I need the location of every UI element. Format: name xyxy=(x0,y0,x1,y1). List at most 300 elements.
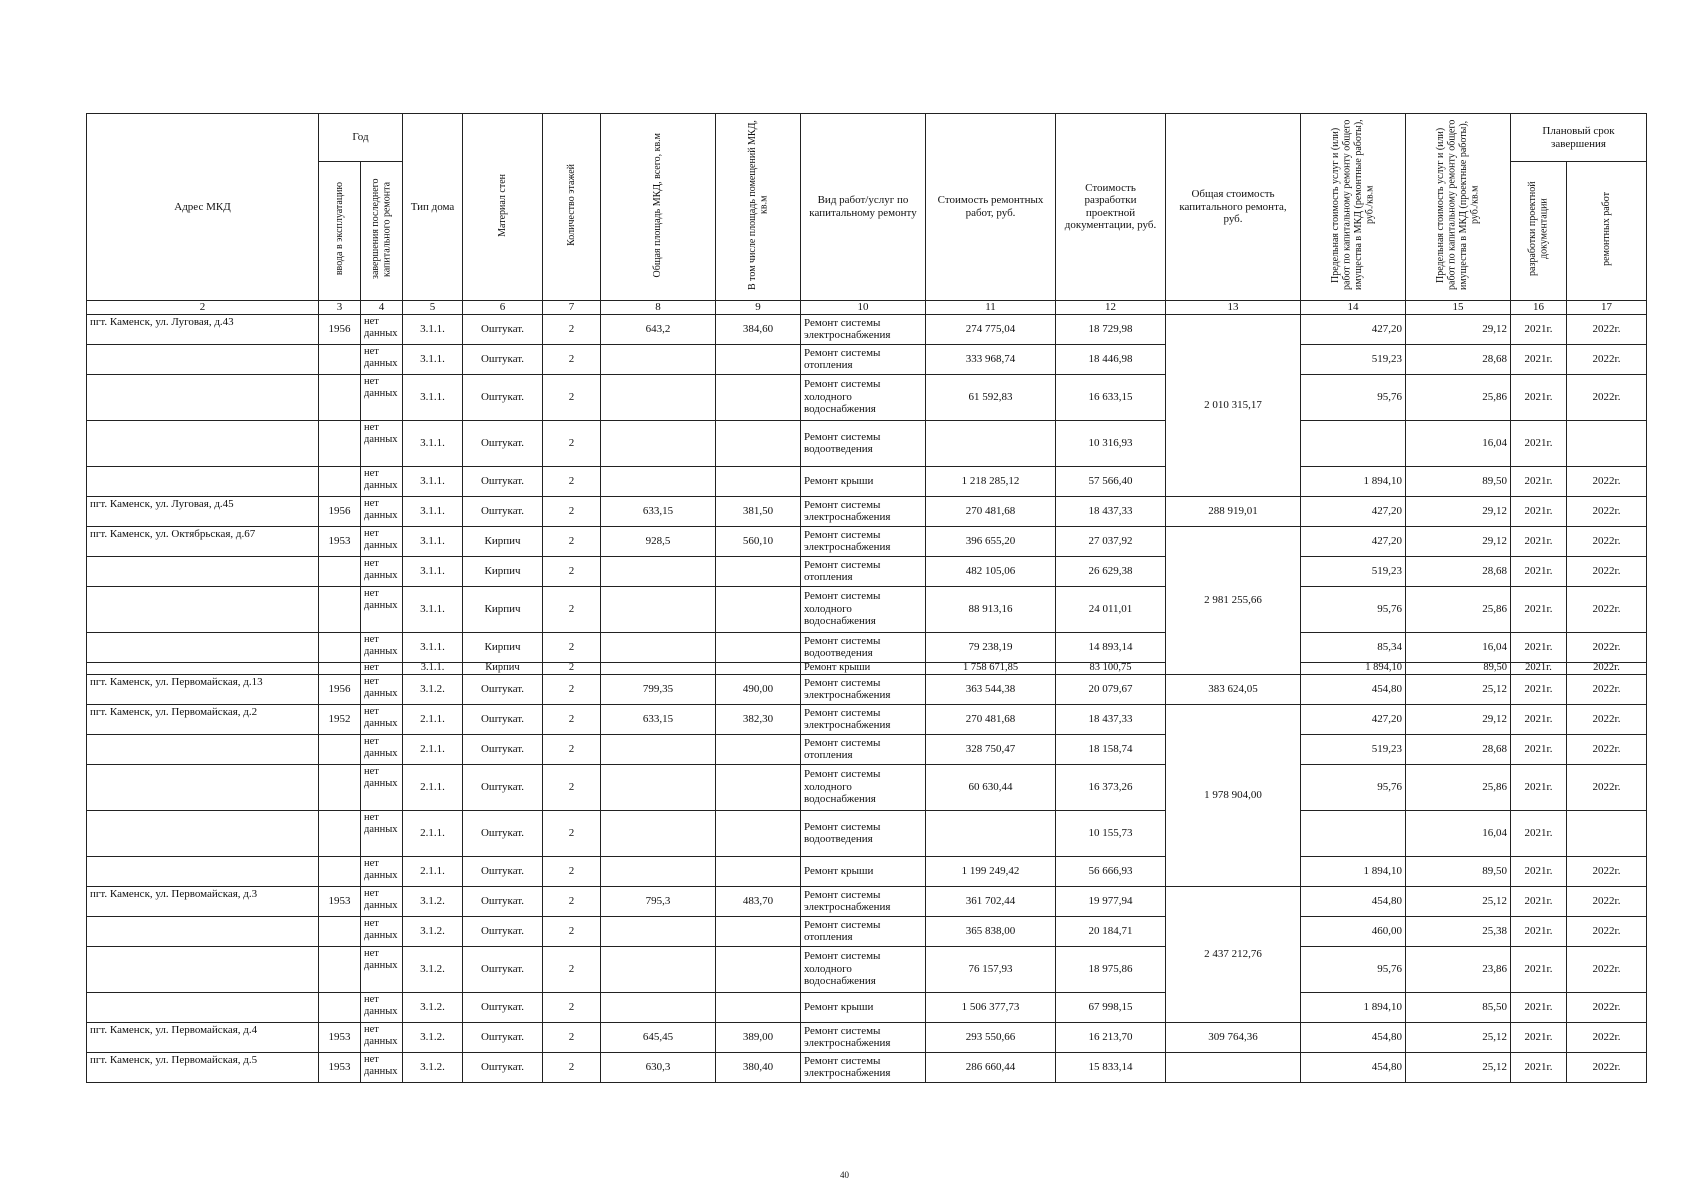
year-commission-cell xyxy=(319,466,361,496)
deadline-repair-cell: 2022г. xyxy=(1567,764,1647,810)
address-cell xyxy=(87,466,319,496)
wall-material-cell: Оштукат. xyxy=(463,992,543,1022)
limit-repair-cell: 427,20 xyxy=(1301,526,1406,556)
deadline-repair-cell: 2022г. xyxy=(1567,466,1647,496)
deadline-repair-cell: 2022г. xyxy=(1567,344,1647,374)
work-type-cell: Ремонт системы электроснабжения xyxy=(801,526,926,556)
deadline-repair-cell xyxy=(1567,420,1647,466)
repair-cost-cell: 1 199 249,42 xyxy=(926,856,1056,886)
address-cell xyxy=(87,586,319,632)
design-cost-cell: 27 037,92 xyxy=(1056,526,1166,556)
premises-area-cell xyxy=(716,586,801,632)
total-area-cell xyxy=(601,586,716,632)
house-type-cell: 3.1.2. xyxy=(403,1052,463,1082)
repair-cost-cell: 270 481,68 xyxy=(926,704,1056,734)
work-type-cell: Ремонт системы водоотведения xyxy=(801,632,926,662)
table-row xyxy=(87,674,1647,704)
limit-design-cell: 28,68 xyxy=(1406,734,1511,764)
design-cost-cell: 19 977,94 xyxy=(1056,886,1166,916)
total-area-cell: 795,3 xyxy=(601,886,716,916)
limit-design-cell: 16,04 xyxy=(1406,810,1511,856)
year-last-repair-cell: нет данных xyxy=(361,586,403,632)
total-area-cell xyxy=(601,992,716,1022)
header-work-type: Вид работ/услуг по капитальному ремонту xyxy=(801,114,926,301)
deadline-design-cell: 2021г. xyxy=(1511,674,1567,704)
column-number: 10 xyxy=(801,300,926,314)
work-type-cell: Ремонт системы электроснабжения xyxy=(801,1022,926,1052)
table-row xyxy=(87,314,1647,344)
total-area-cell xyxy=(601,420,716,466)
house-type-cell: 2.1.1. xyxy=(403,734,463,764)
premises-area-cell xyxy=(716,662,801,674)
header-year-group: Год xyxy=(319,114,403,162)
total-area-cell xyxy=(601,946,716,992)
work-type-cell: Ремонт системы отопления xyxy=(801,344,926,374)
deadline-design-cell: 2021г. xyxy=(1511,946,1567,992)
deadline-repair-cell: 2022г. xyxy=(1567,586,1647,632)
total-area-cell: 799,35 xyxy=(601,674,716,704)
design-cost-cell: 16 633,15 xyxy=(1056,374,1166,420)
year-last-repair-cell: нет данных xyxy=(361,496,403,526)
column-number: 2 xyxy=(87,300,319,314)
address-cell: пгт. Каменск, ул. Луговая, д.43 xyxy=(87,314,319,344)
header-design-cost: Стоимость разработки проектной документации, руб. xyxy=(1056,114,1166,301)
table-row xyxy=(87,526,1647,556)
design-cost-cell: 14 893,14 xyxy=(1056,632,1166,662)
house-type-cell: 2.1.1. xyxy=(403,856,463,886)
limit-repair-cell: 454,80 xyxy=(1301,1022,1406,1052)
work-type-cell: Ремонт системы электроснабжения xyxy=(801,704,926,734)
design-cost-cell: 26 629,38 xyxy=(1056,556,1166,586)
wall-material-cell: Оштукат. xyxy=(463,314,543,344)
total-cost-cell: 309 764,36 xyxy=(1166,1022,1301,1052)
repair-cost-cell: 88 913,16 xyxy=(926,586,1056,632)
header-house-type: Тип дома xyxy=(403,114,463,301)
address-cell: пгт. Каменск, ул. Первомайская, д.2 xyxy=(87,704,319,734)
premises-area-cell xyxy=(716,856,801,886)
floors-cell: 2 xyxy=(543,466,601,496)
house-type-cell: 3.1.1. xyxy=(403,586,463,632)
design-cost-cell: 18 437,33 xyxy=(1056,704,1166,734)
house-type-cell: 2.1.1. xyxy=(403,704,463,734)
column-number: 7 xyxy=(543,300,601,314)
deadline-design-cell: 2021г. xyxy=(1511,586,1567,632)
premises-area-cell xyxy=(716,556,801,586)
year-commission-cell xyxy=(319,662,361,674)
deadline-design-cell: 2021г. xyxy=(1511,992,1567,1022)
deadline-design-cell: 2021г. xyxy=(1511,466,1567,496)
repair-cost-cell: 365 838,00 xyxy=(926,916,1056,946)
address-cell xyxy=(87,662,319,674)
deadline-repair-cell: 2022г. xyxy=(1567,946,1647,992)
design-cost-cell: 16 213,70 xyxy=(1056,1022,1166,1052)
table-row xyxy=(87,662,1647,674)
table-row xyxy=(87,420,1647,466)
deadline-design-cell: 2021г. xyxy=(1511,1022,1567,1052)
wall-material-cell: Оштукат. xyxy=(463,1022,543,1052)
deadline-repair-cell xyxy=(1567,810,1647,856)
floors-cell: 2 xyxy=(543,1022,601,1052)
table-row xyxy=(87,946,1647,992)
deadline-repair-cell: 2022г. xyxy=(1567,632,1647,662)
total-area-cell: 928,5 xyxy=(601,526,716,556)
year-commission-cell xyxy=(319,856,361,886)
floors-cell: 2 xyxy=(543,734,601,764)
design-cost-cell: 18 729,98 xyxy=(1056,314,1166,344)
year-commission-cell xyxy=(319,374,361,420)
table-row xyxy=(87,632,1647,662)
limit-design-cell: 28,68 xyxy=(1406,556,1511,586)
premises-area-cell xyxy=(716,344,801,374)
house-type-cell: 3.1.2. xyxy=(403,1022,463,1052)
deadline-design-cell: 2021г. xyxy=(1511,314,1567,344)
house-type-cell: 3.1.2. xyxy=(403,946,463,992)
table-row xyxy=(87,466,1647,496)
header-deadline-design: разработки проектной документации xyxy=(1511,162,1567,301)
premises-area-cell: 380,40 xyxy=(716,1052,801,1082)
header-address: Адрес МКД xyxy=(87,114,319,301)
address-cell xyxy=(87,946,319,992)
year-commission-cell xyxy=(319,992,361,1022)
year-last-repair-cell: нет данных xyxy=(361,886,403,916)
limit-design-cell: 25,12 xyxy=(1406,674,1511,704)
deadline-repair-cell: 2022г. xyxy=(1567,1052,1647,1082)
table-row xyxy=(87,1052,1647,1082)
table-row xyxy=(87,586,1647,632)
total-area-cell: 633,15 xyxy=(601,704,716,734)
floors-cell: 2 xyxy=(543,586,601,632)
limit-design-cell: 23,86 xyxy=(1406,946,1511,992)
column-number: 16 xyxy=(1511,300,1567,314)
wall-material-cell: Оштукат. xyxy=(463,496,543,526)
design-cost-cell: 67 998,15 xyxy=(1056,992,1166,1022)
repair-cost-cell: 328 750,47 xyxy=(926,734,1056,764)
total-cost-cell: 2 010 315,17 xyxy=(1166,314,1301,496)
header-year-last-repair: завершения последнего капитального ремонта xyxy=(361,162,403,301)
repair-cost-cell: 60 630,44 xyxy=(926,764,1056,810)
premises-area-cell: 381,50 xyxy=(716,496,801,526)
limit-repair-cell: 1 894,10 xyxy=(1301,466,1406,496)
wall-material-cell: Оштукат. xyxy=(463,916,543,946)
wall-material-cell: Оштукат. xyxy=(463,374,543,420)
limit-repair-cell: 454,80 xyxy=(1301,1052,1406,1082)
work-type-cell: Ремонт системы отопления xyxy=(801,556,926,586)
limit-repair-cell: 519,23 xyxy=(1301,556,1406,586)
house-type-cell: 3.1.2. xyxy=(403,674,463,704)
table-body xyxy=(87,314,1647,1082)
work-type-cell: Ремонт крыши xyxy=(801,662,926,674)
premises-area-cell xyxy=(716,946,801,992)
total-area-cell: 633,15 xyxy=(601,496,716,526)
address-cell xyxy=(87,374,319,420)
limit-repair-cell: 427,20 xyxy=(1301,314,1406,344)
house-type-cell: 3.1.1. xyxy=(403,344,463,374)
repair-cost-cell: 361 702,44 xyxy=(926,886,1056,916)
year-commission-cell xyxy=(319,344,361,374)
design-cost-cell: 18 975,86 xyxy=(1056,946,1166,992)
year-commission-cell: 1952 xyxy=(319,704,361,734)
house-type-cell: 3.1.1. xyxy=(403,526,463,556)
limit-repair-cell: 519,23 xyxy=(1301,344,1406,374)
total-area-cell xyxy=(601,662,716,674)
design-cost-cell: 10 155,73 xyxy=(1056,810,1166,856)
deadline-design-cell: 2021г. xyxy=(1511,810,1567,856)
year-last-repair-cell: нет данных xyxy=(361,1052,403,1082)
year-last-repair-cell: нет данных xyxy=(361,374,403,420)
table-row xyxy=(87,496,1647,526)
premises-area-cell xyxy=(716,632,801,662)
total-area-cell: 630,3 xyxy=(601,1052,716,1082)
wall-material-cell: Кирпич xyxy=(463,662,543,674)
total-area-cell xyxy=(601,632,716,662)
wall-material-cell: Оштукат. xyxy=(463,734,543,764)
limit-repair-cell: 95,76 xyxy=(1301,586,1406,632)
limit-design-cell: 25,12 xyxy=(1406,886,1511,916)
repair-cost-cell: 274 775,04 xyxy=(926,314,1056,344)
year-last-repair-cell: нет данных xyxy=(361,734,403,764)
floors-cell: 2 xyxy=(543,764,601,810)
wall-material-cell: Кирпич xyxy=(463,586,543,632)
limit-repair-cell: 454,80 xyxy=(1301,674,1406,704)
total-cost-cell: 1 978 904,00 xyxy=(1166,704,1301,886)
total-area-cell xyxy=(601,556,716,586)
address-cell xyxy=(87,992,319,1022)
deadline-design-cell: 2021г. xyxy=(1511,420,1567,466)
design-cost-cell: 18 446,98 xyxy=(1056,344,1166,374)
wall-material-cell: Оштукат. xyxy=(463,466,543,496)
wall-material-cell: Оштукат. xyxy=(463,674,543,704)
year-commission-cell: 1956 xyxy=(319,674,361,704)
table-row xyxy=(87,916,1647,946)
total-cost-cell: 288 919,01 xyxy=(1166,496,1301,526)
design-cost-cell: 56 666,93 xyxy=(1056,856,1166,886)
premises-area-cell xyxy=(716,420,801,466)
address-cell xyxy=(87,344,319,374)
year-last-repair-cell: нет данных xyxy=(361,466,403,496)
repair-cost-cell: 293 550,66 xyxy=(926,1022,1056,1052)
total-area-cell: 645,45 xyxy=(601,1022,716,1052)
address-cell: пгт. Каменск, ул. Октябрьская, д.67 xyxy=(87,526,319,556)
deadline-repair-cell: 2022г. xyxy=(1567,526,1647,556)
limit-repair-cell: 95,76 xyxy=(1301,764,1406,810)
year-commission-cell xyxy=(319,734,361,764)
floors-cell: 2 xyxy=(543,886,601,916)
house-type-cell: 3.1.1. xyxy=(403,662,463,674)
deadline-repair-cell: 2022г. xyxy=(1567,662,1647,674)
limit-repair-cell: 1 894,10 xyxy=(1301,662,1406,674)
total-area-cell xyxy=(601,466,716,496)
total-area-cell xyxy=(601,764,716,810)
wall-material-cell: Оштукат. xyxy=(463,420,543,466)
table-row xyxy=(87,992,1647,1022)
limit-design-cell: 25,12 xyxy=(1406,1022,1511,1052)
design-cost-cell: 57 566,40 xyxy=(1056,466,1166,496)
address-cell xyxy=(87,420,319,466)
wall-material-cell: Оштукат. xyxy=(463,704,543,734)
year-last-repair-cell: нет данных xyxy=(361,420,403,466)
column-number: 8 xyxy=(601,300,716,314)
total-area-cell xyxy=(601,856,716,886)
wall-material-cell: Оштукат. xyxy=(463,946,543,992)
wall-material-cell: Оштукат. xyxy=(463,1052,543,1082)
limit-repair-cell: 1 894,10 xyxy=(1301,992,1406,1022)
repair-cost-cell: 79 238,19 xyxy=(926,632,1056,662)
repair-cost-cell: 396 655,20 xyxy=(926,526,1056,556)
house-type-cell: 3.1.1. xyxy=(403,632,463,662)
work-type-cell: Ремонт крыши xyxy=(801,856,926,886)
total-cost-cell: 2 437 212,76 xyxy=(1166,886,1301,1022)
floors-cell: 2 xyxy=(543,916,601,946)
premises-area-cell xyxy=(716,734,801,764)
column-number: 9 xyxy=(716,300,801,314)
table-row xyxy=(87,856,1647,886)
premises-area-cell: 490,00 xyxy=(716,674,801,704)
column-number: 3 xyxy=(319,300,361,314)
premises-area-cell xyxy=(716,916,801,946)
total-cost-cell xyxy=(1166,1052,1301,1082)
deadline-repair-cell: 2022г. xyxy=(1567,314,1647,344)
deadline-design-cell: 2021г. xyxy=(1511,556,1567,586)
year-last-repair-cell: нет данных xyxy=(361,556,403,586)
total-area-cell xyxy=(601,344,716,374)
premises-area-cell xyxy=(716,466,801,496)
address-cell: пгт. Каменск, ул. Луговая, д.45 xyxy=(87,496,319,526)
year-commission-cell xyxy=(319,916,361,946)
table-row xyxy=(87,764,1647,810)
deadline-design-cell: 2021г. xyxy=(1511,374,1567,420)
work-type-cell: Ремонт системы электроснабжения xyxy=(801,314,926,344)
table-row xyxy=(87,810,1647,856)
wall-material-cell: Оштукат. xyxy=(463,344,543,374)
deadline-repair-cell: 2022г. xyxy=(1567,496,1647,526)
design-cost-cell: 18 437,33 xyxy=(1056,496,1166,526)
year-last-repair-cell: нет данных xyxy=(361,916,403,946)
deadline-repair-cell: 2022г. xyxy=(1567,992,1647,1022)
floors-cell: 2 xyxy=(543,496,601,526)
limit-design-cell: 25,12 xyxy=(1406,1052,1511,1082)
design-cost-cell: 15 833,14 xyxy=(1056,1052,1166,1082)
house-type-cell: 3.1.2. xyxy=(403,992,463,1022)
column-number: 14 xyxy=(1301,300,1406,314)
floors-cell: 2 xyxy=(543,1052,601,1082)
year-commission-cell xyxy=(319,586,361,632)
year-last-repair-cell: нет данных xyxy=(361,344,403,374)
floors-cell: 2 xyxy=(543,662,601,674)
repair-cost-cell xyxy=(926,810,1056,856)
work-type-cell: Ремонт системы электроснабжения xyxy=(801,674,926,704)
deadline-design-cell: 2021г. xyxy=(1511,496,1567,526)
floors-cell: 2 xyxy=(543,314,601,344)
year-commission-cell xyxy=(319,420,361,466)
premises-area-cell xyxy=(716,764,801,810)
limit-design-cell: 25,86 xyxy=(1406,374,1511,420)
deadline-design-cell: 2021г. xyxy=(1511,1052,1567,1082)
deadline-design-cell: 2021г. xyxy=(1511,734,1567,764)
table-row xyxy=(87,344,1647,374)
table-row xyxy=(87,374,1647,420)
repair-cost-cell: 76 157,93 xyxy=(926,946,1056,992)
deadline-design-cell: 2021г. xyxy=(1511,764,1567,810)
year-last-repair-cell: нет xyxy=(361,662,403,674)
column-number: 5 xyxy=(403,300,463,314)
total-area-cell xyxy=(601,916,716,946)
year-commission-cell xyxy=(319,810,361,856)
limit-repair-cell: 460,00 xyxy=(1301,916,1406,946)
table-row xyxy=(87,1022,1647,1052)
limit-design-cell: 29,12 xyxy=(1406,314,1511,344)
house-type-cell: 2.1.1. xyxy=(403,810,463,856)
column-number: 13 xyxy=(1166,300,1301,314)
address-cell xyxy=(87,916,319,946)
floors-cell: 2 xyxy=(543,420,601,466)
limit-design-cell: 29,12 xyxy=(1406,526,1511,556)
limit-design-cell: 89,50 xyxy=(1406,856,1511,886)
floors-cell: 2 xyxy=(543,526,601,556)
page-number: 40 xyxy=(840,1170,849,1180)
floors-cell: 2 xyxy=(543,374,601,420)
work-type-cell: Ремонт системы водоотведения xyxy=(801,810,926,856)
total-area-cell xyxy=(601,810,716,856)
total-area-cell xyxy=(601,374,716,420)
deadline-design-cell: 2021г. xyxy=(1511,526,1567,556)
year-commission-cell xyxy=(319,764,361,810)
year-last-repair-cell: нет данных xyxy=(361,1022,403,1052)
year-commission-cell: 1956 xyxy=(319,314,361,344)
repair-cost-cell: 1 506 377,73 xyxy=(926,992,1056,1022)
year-commission-cell: 1953 xyxy=(319,1022,361,1052)
repair-cost-cell: 482 105,06 xyxy=(926,556,1056,586)
address-cell: пгт. Каменск, ул. Первомайская, д.3 xyxy=(87,886,319,916)
work-type-cell: Ремонт системы холодного водоснабжения xyxy=(801,586,926,632)
house-type-cell: 2.1.1. xyxy=(403,764,463,810)
year-commission-cell xyxy=(319,946,361,992)
year-last-repair-cell: нет данных xyxy=(361,856,403,886)
house-type-cell: 3.1.1. xyxy=(403,556,463,586)
deadline-design-cell: 2021г. xyxy=(1511,856,1567,886)
house-type-cell: 3.1.1. xyxy=(403,374,463,420)
design-cost-cell: 20 079,67 xyxy=(1056,674,1166,704)
address-cell: пгт. Каменск, ул. Первомайская, д.5 xyxy=(87,1052,319,1082)
address-cell xyxy=(87,810,319,856)
limit-design-cell: 29,12 xyxy=(1406,496,1511,526)
design-cost-cell: 18 158,74 xyxy=(1056,734,1166,764)
header-premises-area: В том числе площадь помещений МКД, кв.м xyxy=(716,114,801,301)
work-type-cell: Ремонт системы холодного водоснабжения xyxy=(801,764,926,810)
design-cost-cell: 83 100,75 xyxy=(1056,662,1166,674)
repair-cost-cell: 270 481,68 xyxy=(926,496,1056,526)
header-total-area: Общая площадь МКД, всего, кв.м xyxy=(601,114,716,301)
column-number: 17 xyxy=(1567,300,1647,314)
year-last-repair-cell: нет данных xyxy=(361,764,403,810)
limit-repair-cell xyxy=(1301,420,1406,466)
limit-repair-cell: 519,23 xyxy=(1301,734,1406,764)
floors-cell: 2 xyxy=(543,556,601,586)
table-row xyxy=(87,704,1647,734)
limit-design-cell: 29,12 xyxy=(1406,704,1511,734)
premises-area-cell: 389,00 xyxy=(716,1022,801,1052)
year-last-repair-cell: нет данных xyxy=(361,946,403,992)
year-commission-cell xyxy=(319,632,361,662)
work-type-cell: Ремонт системы холодного водоснабжения xyxy=(801,374,926,420)
work-type-cell: Ремонт крыши xyxy=(801,466,926,496)
deadline-repair-cell: 2022г. xyxy=(1567,1022,1647,1052)
year-last-repair-cell: нет данных xyxy=(361,632,403,662)
repair-cost-cell: 1 758 671,85 xyxy=(926,662,1056,674)
limit-design-cell: 25,38 xyxy=(1406,916,1511,946)
wall-material-cell: Оштукат. xyxy=(463,886,543,916)
column-number: 12 xyxy=(1056,300,1166,314)
floors-cell: 2 xyxy=(543,810,601,856)
